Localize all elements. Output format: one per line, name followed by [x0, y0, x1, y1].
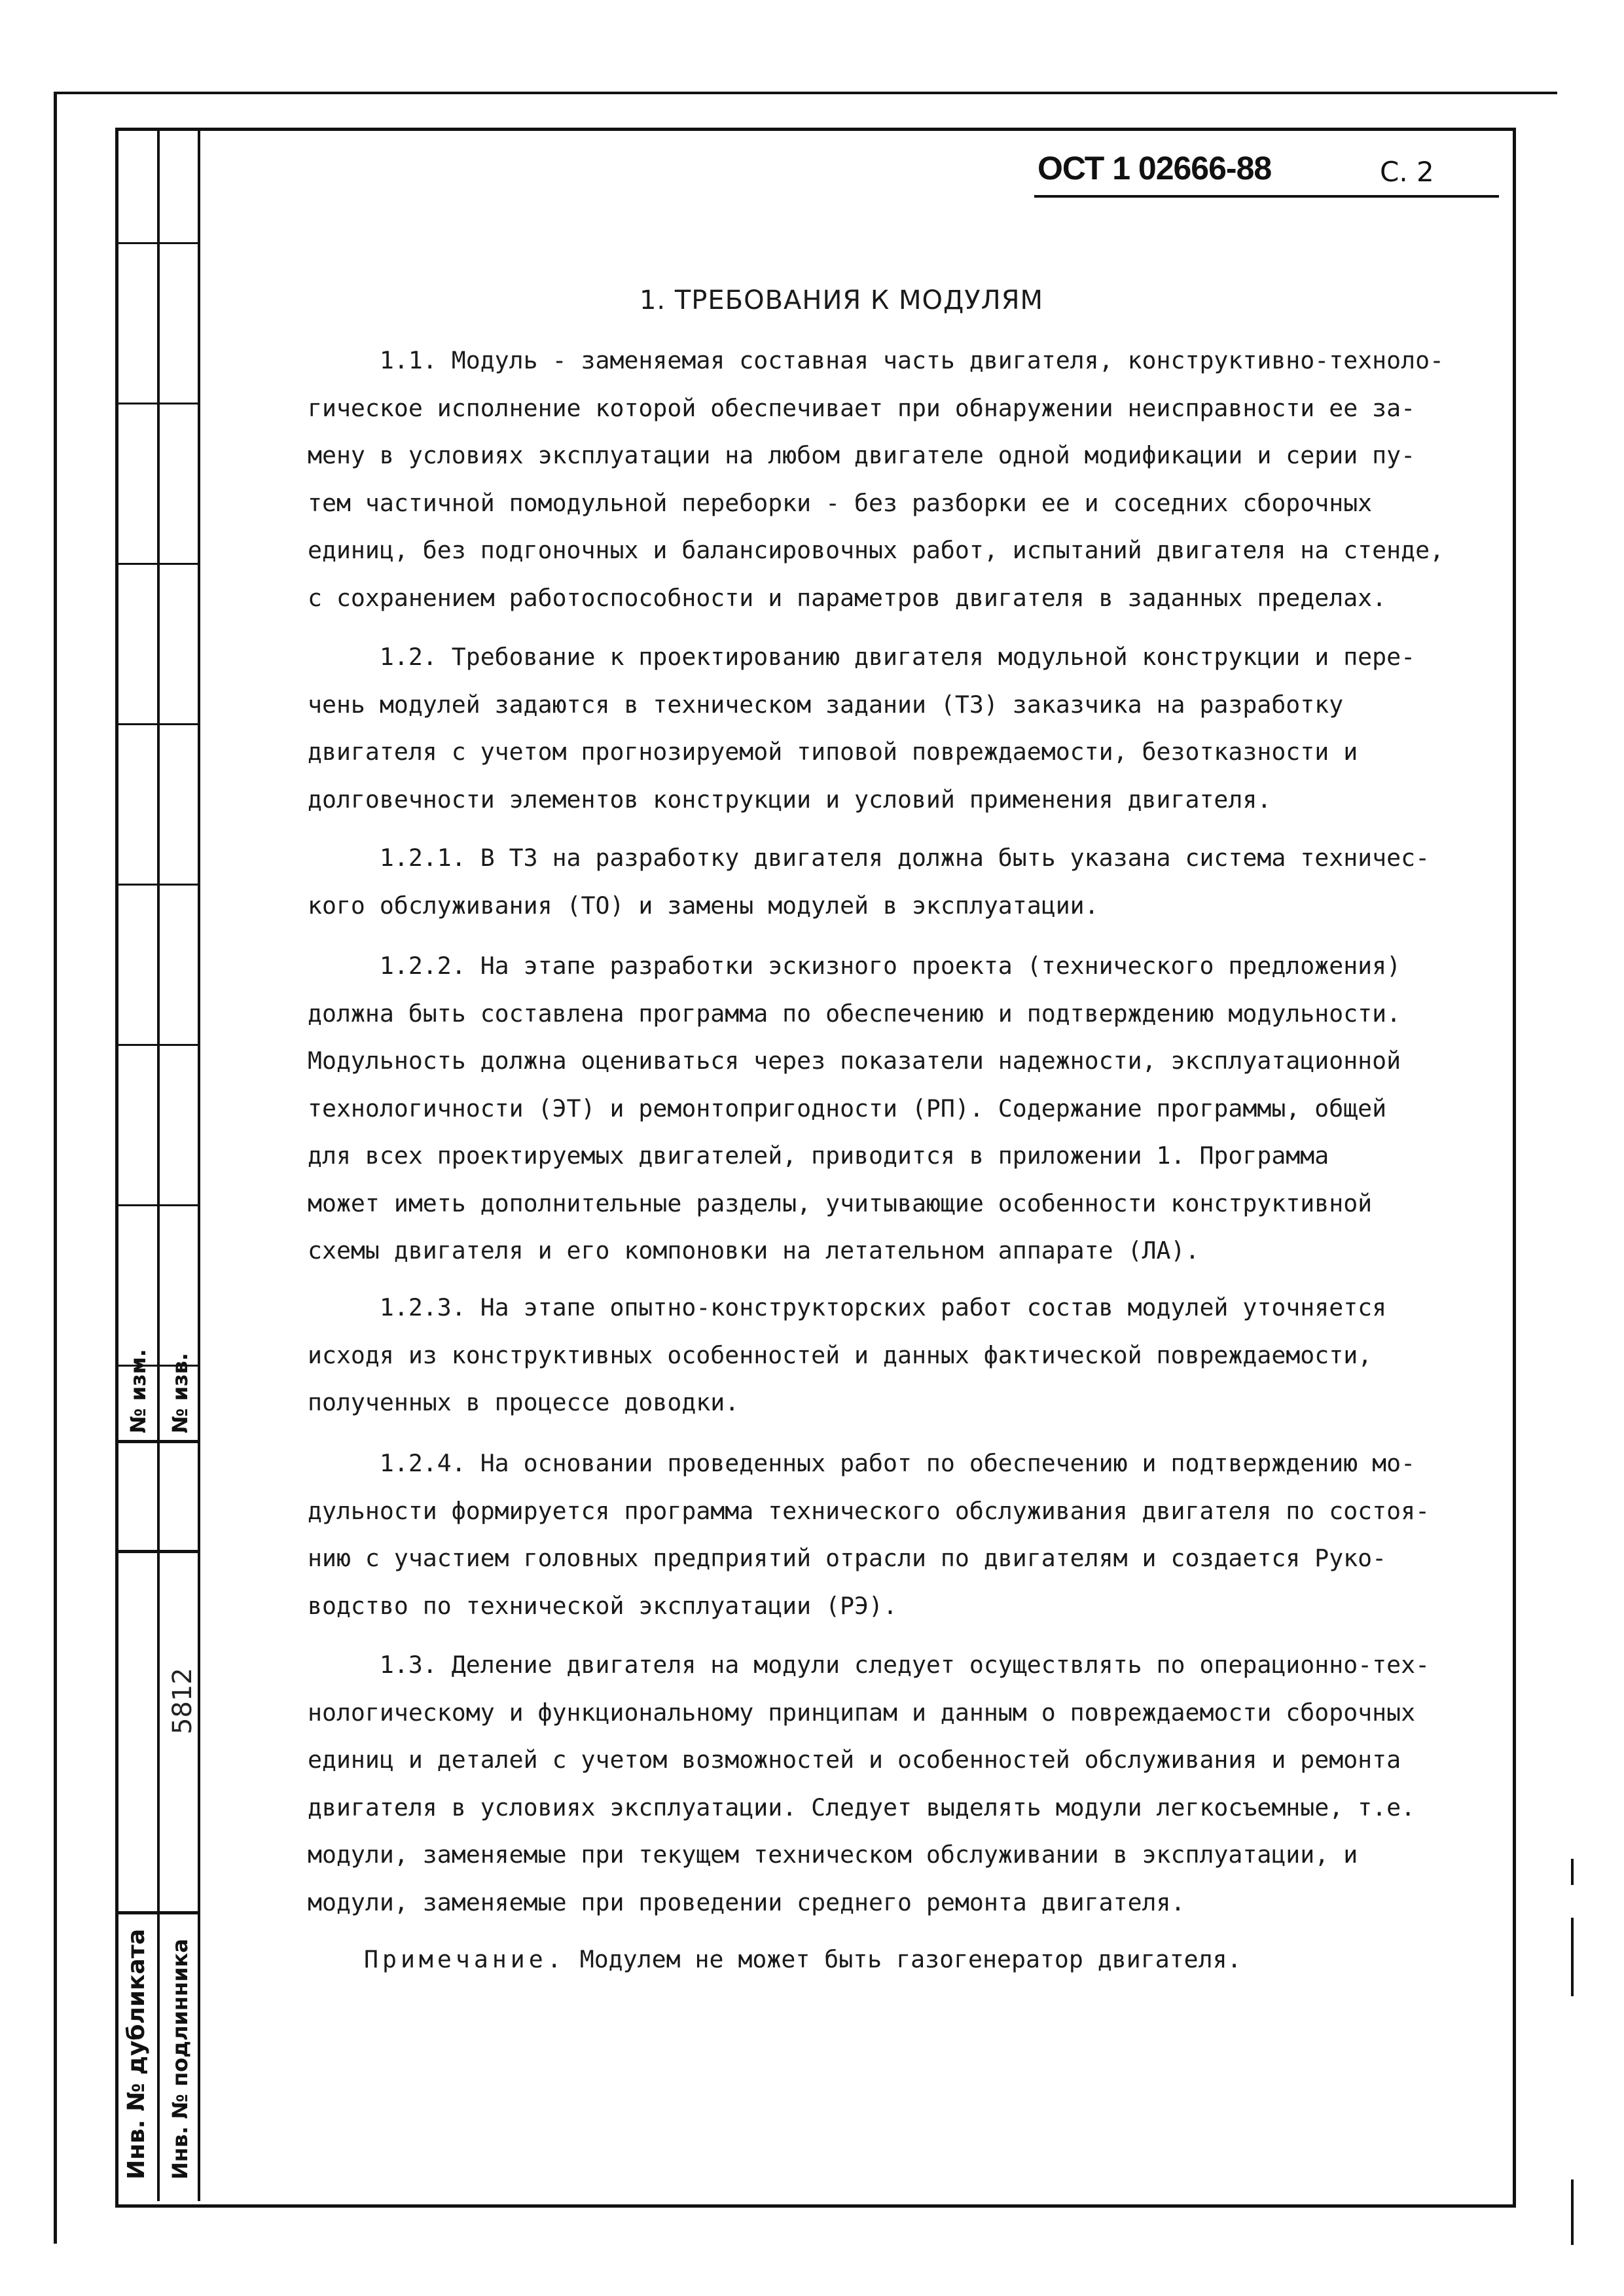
text-line: 1.2.2. На этапе разработки эскизного проекта (технического предложения): [308, 952, 1401, 980]
text-line: мену в условиях эксплуатации на любом двигателе одной модификации и серии пу-: [308, 441, 1416, 469]
no-izm-label: № изм.: [126, 1349, 151, 1433]
strip-cell-line: [115, 1044, 199, 1046]
text-line: единиц, без подгоночных и балансировочных работ, испытаний двигателя на стенде,: [308, 536, 1445, 564]
text-line: 1.2.3. На этапе опытно-конструкторских работ состав модулей уточняется: [308, 1293, 1387, 1321]
paragraph-1-2: [308, 634, 1447, 823]
scan-mark: [1571, 1859, 1574, 1885]
no-izv-label: № изв.: [168, 1352, 192, 1433]
document-code: ОСТ 1 02666-88: [1038, 150, 1272, 187]
text-line: кого обслуживания (ТО) и замены модулей в эксплуатации.: [308, 891, 1099, 920]
strip-divider: [157, 128, 160, 2201]
strip-cell-line: [115, 884, 199, 886]
text-line: модули, заменяемые при проведении среднего ремонта двигателя.: [308, 1888, 1185, 1916]
text-line: 1.1. Модуль - заменяемая составная часть двигателя, конструктивно-техноло-: [308, 346, 1445, 374]
text-line: нию с участием головных предприятий отрасли по двигателям и создается Руко-: [308, 1544, 1387, 1572]
strip-cell-line: [115, 723, 199, 725]
paragraph-1-2-3: [308, 1284, 1447, 1427]
text-line: тем частичной помодульной переборки - без разборки ее и соседних сборочных: [308, 488, 1373, 517]
paragraph-1-2-4: [308, 1440, 1447, 1630]
strip-cell-line: [115, 1911, 199, 1914]
strip-cell-line: [115, 1204, 199, 1206]
text-line: с сохранением работоспособности и параметров двигателя в заданных пределах.: [308, 583, 1387, 612]
text-line: схемы двигателя и его компоновки на летательном аппарате (ЛА).: [308, 1236, 1200, 1265]
header-rule: [1034, 195, 1499, 198]
strip-cell-line: [115, 1440, 199, 1443]
inv-number: 5812: [168, 1668, 198, 1734]
text-line: должна быть составлена программа по обеспечению и подтверждению модульности.: [308, 999, 1401, 1028]
text-line: нологическому и функциональному принципам и данным о повреждаемости сборочных: [308, 1698, 1416, 1727]
page-number: С. 2: [1380, 156, 1434, 188]
text-line: Модульность должна оцениваться через показатели надежности, эксплуатационной: [308, 1047, 1401, 1075]
section-title: 1. ТРЕБОВАНИЯ К МОДУЛЯМ: [639, 285, 1044, 315]
text-line: модули, заменяемые при текущем техническом обслуживании в эксплуатации, и: [308, 1840, 1358, 1869]
text-line: 1.2.4. На основании проведенных работ по обеспечению и подтверждению мо-: [308, 1449, 1416, 1477]
text-line: технологичности (ЭТ) и ремонтопригодности (РП). Содержание программы, общей: [308, 1094, 1387, 1122]
text-line: полученных в процессе доводки.: [308, 1388, 740, 1416]
paragraph-1-3: [308, 1641, 1447, 1926]
text-line: 1.2. Требование к проектированию двигателя модульной конструкции и пере-: [308, 643, 1416, 671]
text-line: двигателя в условиях эксплуатации. Следует выделять модули легкосъемные, т.е.: [308, 1793, 1416, 1821]
strip-cell-line: [115, 403, 199, 404]
text-line: 1.2.1. В ТЗ на разработку двигателя должна быть указана система техничес-: [308, 844, 1430, 872]
strip-cell-line: [115, 563, 199, 565]
text-line: водство по технической эксплуатации (РЭ).: [308, 1591, 897, 1620]
text-line: 1.3. Деление двигателя на модули следует осуществлять по операционно-тех-: [308, 1651, 1430, 1679]
text-line: дульности формируется программа технического обслуживания двигателя по состоя-: [308, 1496, 1430, 1525]
inv-dubl-label: Инв. № дубликата: [123, 1929, 150, 2179]
text-line: долговечности элементов конструкции и условий применения двигателя.: [308, 785, 1272, 814]
text-line: двигателя с учетом прогнозируемой типовой повреждаемости, безотказности и: [308, 738, 1358, 766]
paragraph-1-1: [308, 337, 1447, 622]
paragraph-1-2-2: [308, 942, 1447, 1275]
strip-cell-line: [115, 242, 199, 244]
scan-mark: [1571, 2179, 1574, 2245]
text-line: единиц и деталей с учетом возможностей и особенностей обслуживания и ремонта: [308, 1746, 1401, 1774]
text-line: чень модулей задаются в техническом задании (ТЗ) заказчика на разработку: [308, 690, 1344, 719]
text-line: исходя из конструктивных особенностей и данных фактической повреждаемости,: [308, 1340, 1373, 1369]
note-text: Модулем не может быть газогенератор двигателя.: [579, 1945, 1242, 1973]
note: [364, 1936, 1447, 1984]
note-label: Примечание.: [364, 1945, 566, 1973]
scan-mark: [1571, 1918, 1574, 1996]
text-line: гическое исполнение которой обеспечивает при обнаружении неисправности ее за-: [308, 393, 1416, 422]
text-line: может иметь дополнительные разделы, учитывающие особенности конструктивной: [308, 1189, 1373, 1217]
strip-divider: [198, 128, 200, 2201]
text-line: для всех проектируемых двигателей, приводится в приложении 1. Программа: [308, 1141, 1329, 1170]
paragraph-1-2-1: [308, 834, 1447, 929]
inv-podl-label: Инв. № подлинника: [168, 1939, 192, 2179]
strip-cell-line: [115, 1550, 199, 1553]
